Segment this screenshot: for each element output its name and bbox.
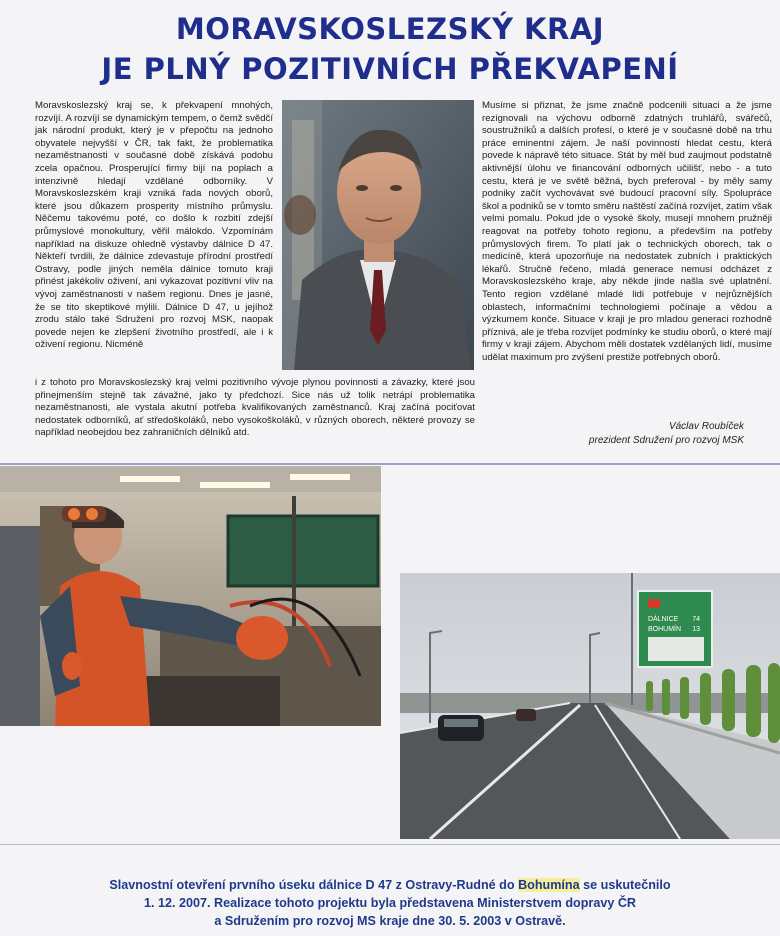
article-left-column: Moravskoslezský kraj se, k překvapení mnohých, rozvíjí. A rozvíjí se dynamickým tempem, o čemž svědčí jak národní produkt, který je v přepočtu na jednoho obyvatele nejvyšší v ČR, tak fakt, že problematika nezaměstnanosti v současné době získává podobu zcela opačnou. Prosperující firmy bijí na poplach a intenzivně hledají vzdělané odborníky. V Moravskoslezském kraji vzniká řada nových oborů, které jsou důkazem prosperity místního průmyslu. Něčemu takovému poté, co došlo k rozbití zdejší průmyslové monokultury, věřil málokdo. Vzpomínám například na diskuze ohledně výstavby dálnice D 47. Někteří tvrdili, že dálnice zdevastuje přírodní prostředí Ostravy, podle jiných neměla dálnice tomuto kraji přinést jakékoliv oživení, ani vykazovat pozitivní vliv na vývoj zaměstnanosti v našem regionu. Dnes je jasné, že se tito skeptikové mýlili. Dálnice D 47, u jejíhož zrodu stálo také Sdružení pro rozvoj MSK, naopak povede nejen ke zlepšení životního prostředí, ale i k oživení regionu. Nicméně (35, 100, 273, 351)
article-bottom-column: i z tohoto pro Moravskoslezský kraj velmi pozitivního vývoje plynou povinnosti a závazky, které jsou přinejmenším stejně tak závažné, jako ty předchozí. Sice nás už tolik netrápí problematika nezaměstnanosti, ale vystala akutní potřeba kvalifikovaných zaměstnanců. Kraj začíná pociťovat nedostatek odborníků, ať středoškoláků, nebo vysokoškoláků, v různých oborech, některé provozy se například neobejdou bez zahraničních dělníků atd. (35, 377, 475, 439)
highway-photo (400, 573, 780, 839)
author-role: prezident Sdružení pro rozvoj MSK (588, 435, 744, 446)
caption-line-3: a Sdružením pro rozvoj MS kraje dne 30. 5. 2003 v Ostravě. (214, 914, 566, 928)
author-signature (589, 420, 744, 448)
caption-line-1: Slavnostní otevření prvního úseku dálnice D 47 z Ostravy-Rudné do Bohumína se uskutečnilo (109, 878, 671, 892)
photo-caption (0, 876, 780, 930)
sign-line-1-number: 74 (692, 616, 700, 623)
headline-line-1: MORAVSKOSLEZSKÝ KRAJ (175, 12, 605, 46)
caption-divider (0, 844, 780, 845)
section-divider (0, 463, 780, 465)
sign-line-2-number: 13 (692, 626, 700, 633)
portrait-photo (282, 100, 474, 370)
sign-line-1: DÁLNICE (648, 616, 679, 623)
welder-workshop-photo (0, 466, 381, 726)
caption-highlight: Bohumína (518, 878, 580, 892)
caption-line-2: 1. 12. 2007. Realizace tohoto projektu byla představena Ministerstvem dopravy ČR (143, 896, 637, 910)
article-right-column: Musíme si přiznat, že jsme značně podcenili situaci a že jsme rezignovali na výchovu odborně zdatných truhlářů, svářečů, soustružníků a dalších profesí, o které je v současné době na trhu práce eminentní zájem. Je naší povinností hledat cestu, která povede k nápravě této situace. Stát by měl bud zaujmout podstatně aktivnější úlohu ve financování odborných učilišť, nebo - a tuto cestu, která je ve světě běžná, bych preferoval - by měly samy podniky začít vychovávat své budoucí pracovní síly. Spolupráce škol a podniků se v tomto směru naštěstí začíná rozvíjet, zatím však velmi pomalu. Pokud jde o vysoké školy, musejí mnohem pružněji reagovat na potřeby tohoto regionu, a především na potřeby průmyslových firem. To platí jak o technických oborech, tak o medicíně, která upozorňuje na nedostatek zubních i praktických lékařů. Stručně řečeno, mladá generace nemusí odcházet z Moravskoslezského kraje, aby někde jinde našla své uplatnění. Tento region vzdělané mladé lidi potřebuje v nejrůznějších oblastech, informačními technologiemi počínaje a vědou a výzkumem konče. Situace v kraji je pro mladou generaci rozhodně příznivá, ale je třeba rozvíjet podmínky ke studiu oborů, o které mají firmy v kraji zájem. Abychom měli dostatek vzdělaných lidí, musíme udělat maximum pro zvýšení prestiže potřebných oborů. (482, 100, 772, 363)
headline-line-2: JE PLNÝ POZITIVNÍCH PŘEKVAPENÍ (101, 52, 679, 86)
author-name: Václav Roubíček (668, 421, 744, 432)
sign-line-2: BOHUMÍN (648, 626, 682, 633)
